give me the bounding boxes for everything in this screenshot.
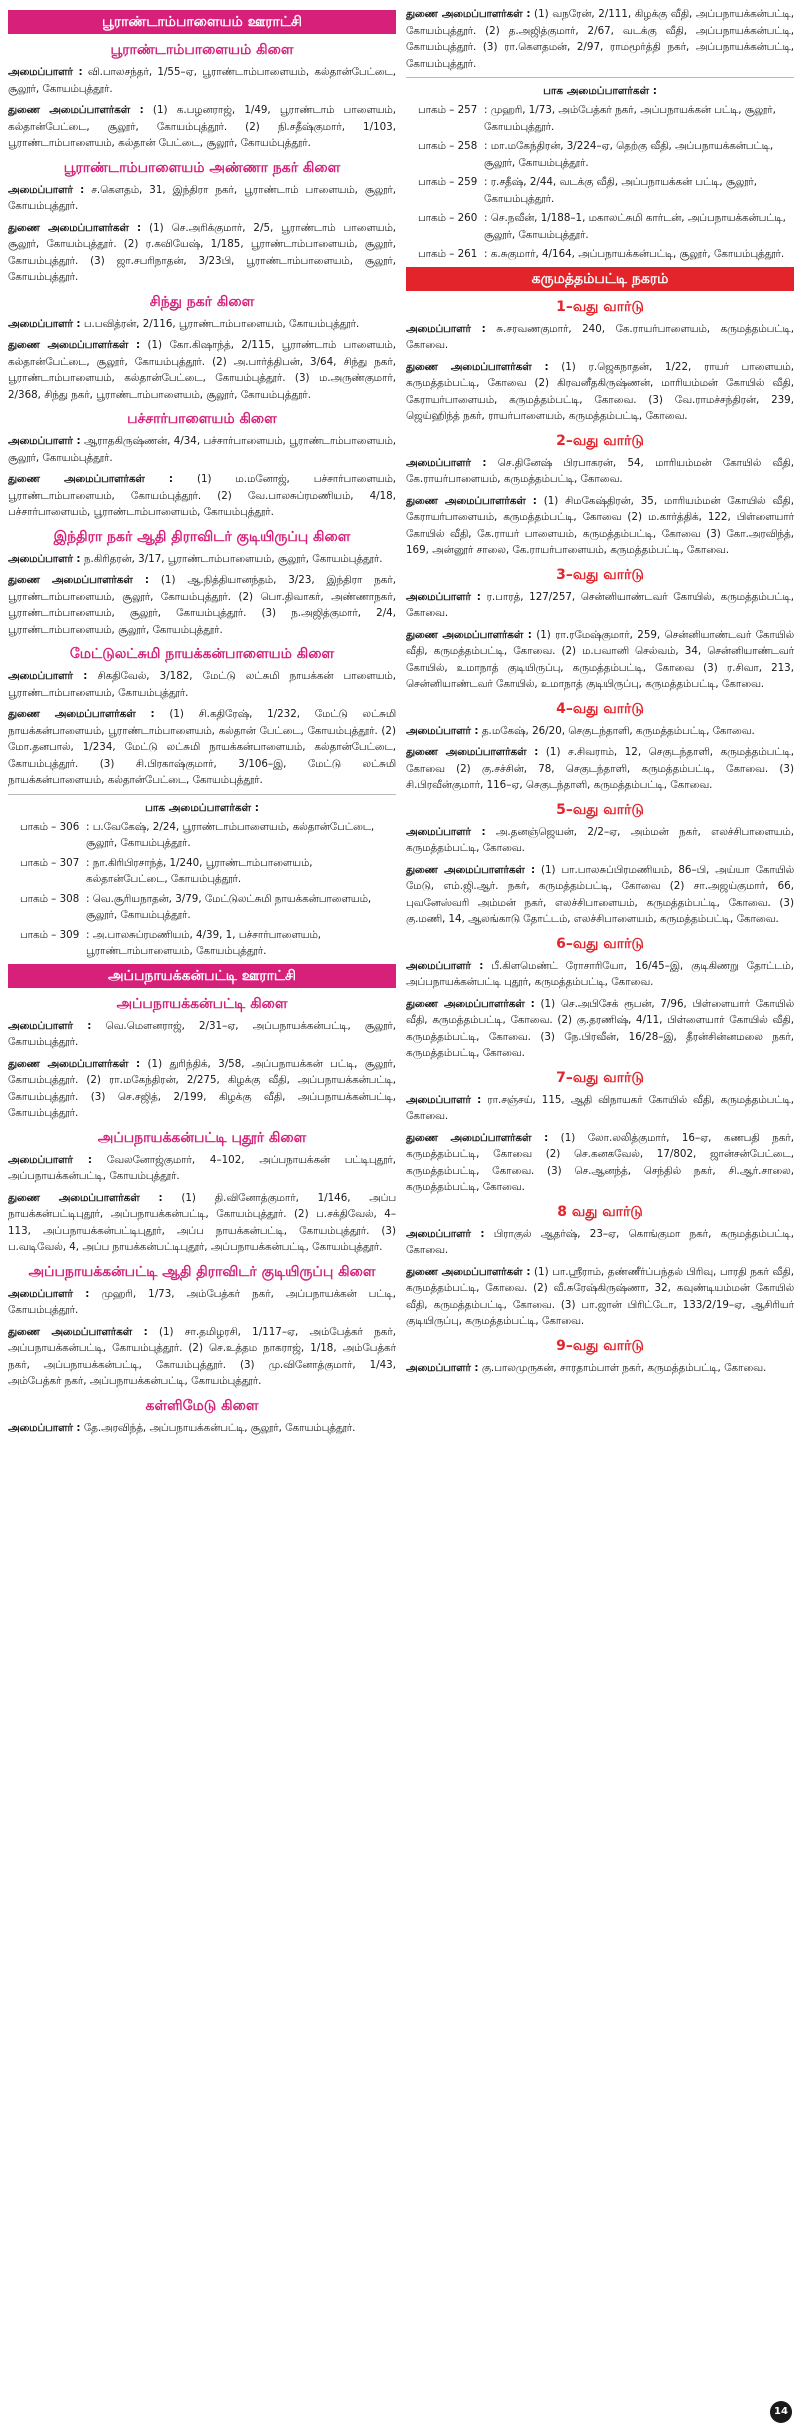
entry-paragraph [406,6,794,72]
part-row [406,138,794,171]
entry-label: அமைப்பாளர் : [8,1287,90,1300]
part-number: பாகம் – 259 [418,176,478,188]
entry-text: (1) கோ.கிஷாந்த், 2/115, பூராண்டாம் பாளையம், கல்தான்பேட்டை, சூலூர், கோயம்புத்தூர். (2) அ.பார்த்திபன், 3/64, சிந்து நகர், பூராண்டாம்பாளையம், கல்தான்பேட்டை, கோயம்புத்தூர். (3) ம.அருண்குமார், 2/368, சிந்து நகர், பூராண்டாம்பாளையம், சூலூர், கோயம்புத்தூர். [8,339,396,401]
entry-label: அமைப்பாளர் : [406,724,479,737]
entry-paragraph [8,182,396,215]
entry-paragraph [406,359,794,425]
entry-paragraph [406,1130,794,1196]
branch-title: கள்ளிமேடு கிளை [145,1397,259,1414]
entry-label: அமைப்பாளர் : [406,1361,479,1374]
entry-text: (1) ச.சிவராம், 12, செகுடந்தாளி, கருமத்தம்பட்டி, கோவை (2) கு.சச்சின், 78, செகுடந்தாளி, கருமத்தம்பட்டி, கோவை. (3) சி.பிரவீன்குமார், 116–ஏ, செகுடந்தாளி, கருமத்தம்பட்டி, கோவை. [406,746,794,791]
entry-label: துணை அமைப்பாளர்கள் : [8,104,144,116]
entry-text: (1) ம.மனோஜ், பச்சார்பாளையம், பூராண்டாம்பாளையம், கோயம்புத்தூர். (2) வே.பாலசுப்ரமணியம், 4/18, பச்சார்பாளையம், பூராண்டாம்பாளையம், கோயம்புத்தூர். [8,473,396,518]
entry-label: துணை அமைப்பாளர்கள் : [406,1131,549,1144]
part-text: : செ.நவீன், 1/188–1, மகாலட்சுமி கார்டன், அப்பநாயக்கன்பட்டி, சூலூர், கோயம்புத்தூர். [484,212,786,241]
entry-text: ப.பவித்ரன், 2/116, பூராண்டாம்பாளையம், கோயம்புத்தூர். [80,317,360,330]
entry-text: த.மகேஷ், 26/20, செகுடந்தாளி, கருமத்தம்பட்டி, கோவை. [478,724,755,737]
entry-text: (1) பா.பாலசுப்பிரமணியம், 86–பி, அய்யா கோயில் மேடு, எம்.ஜி.ஆர். நகர், கருமத்தம்பட்டி, கோவை (2) சா.அஜய்குமார், 66, புவனேஸ்வரி அம்மன் நகர், எலச்சிபாளையம், கருமத்தம்பட்டி, கோவை. (3) கு.மணி, 14, ஆலங்காடு தோட்டம், எலச்சிபாளையம், கருமத்தம்பட்டி, கோவை. [406,863,794,925]
part-row [8,819,396,852]
entry-paragraph [406,1264,794,1330]
entry-text: (1) பா.ஸ்ரீராம், தண்ணீர்ப்பந்தல் பிரிவு, பாரதி நகர் வீதி, கருமத்தம்பட்டி, கோவை. (2) வீ.சுரேஷ்கிருஷ்ணா, 32, கவுண்டியம்மன் கோயில் வீதி, கருமத்தம்பட்டி, கோவை. (3) பா.ஜான் பிரிட்டோ, 133/2/19–ஏ, ஆசிரியர் குடியிருப்பு, கருமத்தம்பட்டி, கோவை. [406,1265,794,1327]
part-text: : மா.மகேந்திரன், 3/224–ஏ, தெற்கு வீதி, அப்பநாயக்கன்பட்டி, சூலூர், கோயம்புத்தூர். [484,140,774,169]
entry-label: துணை அமைப்பாளர்கள் : [406,360,549,373]
entry-label: துணை அமைப்பாளர்கள் : [8,339,141,351]
branch-title: சிந்து நகர் கிளை [149,293,255,310]
entry-text: வெ.மௌனராஜ், 2/31–ஏ, அப்பநாயக்கன்பட்டி, சூலூர், கோயம்புத்தூர். [8,1019,396,1048]
entry-label: துணை அமைப்பாளர்கள் : [406,863,536,876]
ward-title: 5–வது வார்டு [556,801,644,818]
entry-text: (1) ரா.ரமேஷ்குமார், 259, சென்னியாண்டவர் கோயில் வீதி, கருமத்தம்பட்டி, கோவை. (2) ம.பவானி செல்வம், 34, சென்னியாண்டவர் கோயில், உமாநாத் குடியிருப்பு, கருமத்தம்பட்டி, கோவை (3) ர.சிவா, 213, சென்னியாண்டவர் கோயில், உமாநாத் குடியிருப்பு, கருமத்தம்பட்டி, கோவை. [406,628,794,690]
entry-label: அமைப்பாளர் : [406,322,486,335]
entry-label: அமைப்பாளர் : [406,590,481,603]
part-text: : நா.கிரிபிரசாந்த், 1/240, பூராண்டாம்பாளையம், கல்தான்பேட்டை, கோயம்புத்தூர். [86,856,313,885]
ward-title: 3–வது வார்டு [556,566,644,583]
part-number: பாகம் – 306 [20,820,80,833]
entry-label: அமைப்பாளர் : [8,1153,93,1166]
part-text: : ப.வேகேஷ், 2/24, பூராண்டாம்பாளையம், கல்தான்பேட்டை, சூலூர், கோயம்புத்தூர். [86,820,375,849]
entry-text: (1) செ.அரிக்குமார், 2/5, பூராண்டாம் பாளையம், சூலூர், கோயம்புத்தூர். (2) ர.கவியேஷ், 1/185, பூராண்டாம்பாளையம், சூலூர், கோயம்புத்தூர். (3) ஜா.சபரிநாதன், 3/23பி, பூராண்டாம்பாளையம், சூலூர், கோயம்புத்தூர். [8,221,396,283]
entry-text: (1) வநரேன், 2/111, கிழக்கு வீதி, அப்பநாயக்கன்பட்டி, கோயம்புத்தூர். (2) த.அஜித்குமார், 2/67, வடக்கு வீதி, அப்பநாயக்கன்பட்டி, கோயம்புத்தூர். (3) ரா.கௌதமன், 2/97, ராமமூர்த்தி நகர், அப்பநாயக்கன்பட்டி, கோயம்புத்தூர். [406,8,794,70]
entry-paragraph [8,1056,396,1122]
part-number: பாகம் – 258 [418,140,478,152]
part-row [406,102,794,135]
separator [8,794,396,795]
part-row [406,246,794,263]
ward-title: 4–வது வார்டு [556,700,644,717]
entry-label: அமைப்பாளர் : [406,1093,482,1106]
entry-label: துணை அமைப்பாளர்கள் : [8,1325,148,1338]
entry-paragraph [8,1286,396,1319]
entry-label: அமைப்பாளர் : [8,66,83,78]
branch-title: இந்திரா நகர் ஆதி திராவிடர் குடியிருப்பு கிளை [53,528,351,545]
entry-label: துணை அமைப்பாளர்கள் : [8,574,149,586]
entry-text: கு.பாலமுருகன், சாரதாம்பாள் நகர், கருமத்தம்பட்டி, கோவை. [478,1361,767,1374]
part-number: பாகம் – 308 [20,892,80,905]
entry-text: பிராகுல் ஆதர்ஷ், 23–ஏ, கொங்குமா நகர், கருமத்தம்பட்டி, கோவை. [406,1227,794,1256]
entry-label: அமைப்பாளர் : [8,552,81,565]
entry-label: அமைப்பாளர் : [8,435,81,447]
ward-title: 7–வது வார்டு [556,1069,644,1086]
ward-title: 1–வது வார்டு [556,298,644,315]
branch-title: பச்சார்பாளையம் கிளை [127,411,277,427]
entry-paragraph [8,471,396,521]
branch-title: அப்பநாயக்கன்பட்டி புதூர் கிளை [97,1129,307,1146]
part-text: : முஹரி, 1/73, அம்பேத்கர் நகர், அப்பநாயக்கன் பட்டி, சூலூர், கோயம்புத்தூர். [484,104,776,133]
entry-text: (1) துரிந்திக், 3/58, அப்பநாயக்கன் பட்டி, சூலூர், கோயம்புத்தூர். (2) ரா.மகேந்திரன், 2/275, கிழக்கு வீதி, அப்பநாயக்கன்பட்டி, கோயம்புத்தூர். (3) செ.சஜித், 2/199, கிழக்கு வீதி, அப்பநாயக்கன்பட்டி, கோயம்புத்தூர். [8,1057,396,1119]
entry-paragraph [8,1018,396,1051]
ward-title: 6–வது வார்டு [556,935,644,952]
separator [406,77,794,78]
entry-text: ஆராதகிருஷ்ணன், 4/34, பச்சார்பாளையம், பூராண்டாம்பாளையம், சூலூர், கோயம்புத்தூர். [8,435,396,464]
entry-label: துணை அமைப்பாளர்கள் : [8,708,155,720]
entry-text: (1) சிமகேஷ்திரன், 35, மாரியம்மன் கோயில் வீதி, கேராயர்பாளையம், கருமத்தம்பட்டி, கோவை (2) ம.கார்த்திக், 122, பிள்ளையார் கோயில் வீதி, கே.ராயர் பாளையம், கருமத்தம்பட்டி, கோவை (3) கோ.அரவிந்த், 169, அன்னூர் சாலை, கே.ராயர்பாளையம், கருமத்தம்பட்டி, கோவை. [406,494,794,556]
ward-title: 8 வது வார்டு [557,1203,643,1220]
entry-paragraph [406,862,794,928]
part-number: பாகம் – 261 [418,248,478,260]
entry-paragraph [8,706,396,789]
part-row [406,174,794,207]
entry-label: அமைப்பாளர் : [406,825,486,838]
entry-label: துணை அமைப்பாளர்கள் : [406,628,532,641]
branch-title: அப்பநாயக்கன்பட்டி ஆதி திராவிடர் குடியிருப்பு கிளை [28,1263,376,1280]
entry-paragraph [406,493,794,559]
entry-label: துணை அமைப்பாளர்கள் : [8,221,142,234]
entry-paragraph [8,1190,396,1256]
branch-title: பூராண்டாம்பாளையம் கிளை [110,42,294,58]
part-text: : ர.சதீஷ், 2/44, வடக்கு வீதி, அப்பநாயக்கன் பட்டி, சூலூர், கோயம்புத்தூர். [484,176,758,205]
entry-paragraph [406,723,794,740]
right-column [406,6,794,2396]
entry-label: அமைப்பாளர் : [8,1421,81,1434]
entry-paragraph [8,551,396,568]
section-banner: பூராண்டாம்பாளையம் ஊராட்சி [8,10,396,34]
part-text: : அ.பாலசுப்ரமணியம், 4/39, 1, பச்சார்பாளையம், பூராண்டாம்பாளையம், கோயம்புத்தூர். [86,928,322,957]
entry-paragraph [406,824,794,857]
page-number: 14 [770,2401,792,2423]
entry-label: துணை அமைப்பாளர்கள் : [406,746,539,758]
entry-paragraph [8,572,396,638]
entry-text: (1) க.பழனராஜ், 1/49, பூராண்டாம் பாளையம், கல்தான்பேட்டை, சூலூர், கோயம்புத்தூர். (2) நி.சதீஷ்குமார், 1/103, பூராண்டாம்பாளையம், கல்தான் பேட்டை, சூலூர், கோயம்புத்தூர். [8,104,396,149]
part-row [8,891,396,924]
entry-text: (1) லோ.லலித்குமார், 16–ஏ, கணபதி நகர், கருமத்தம்பட்டி, கோவை (2) செ.கனகவேல், 17/802, ஜான்சன்பேட்டை, கருமத்தம்பட்டி, கோவை. (3) செ.ஆனந்த், செந்தில் நகர், சி.ஆர்.சாலை, கருமத்தம்பட்டி, கோவை. [406,1131,794,1193]
entry-label: அமைப்பாளர் : [8,183,85,196]
entry-label: அமைப்பாளர் : [406,959,484,972]
entry-paragraph [406,455,794,488]
ward-title: 2–வது வார்டு [556,432,644,449]
branch-title: பூராண்டாம்பாளையம் அண்ணா நகர் கிளை [63,159,341,176]
entry-text: (1) ஆ.நித்தியானந்தம், 3/23, இந்திரா நகர், பூராண்டாம்பாளையம், சூலூர், கோயம்புத்தூர். (2) பொ.திவாகர், அண்ணாநகர், பூராண்டாம்பாளையம், சூலூர், கோயம்புத்தூர். (3) ந.அஜித்குமார், 2/4, பூராண்டாம்பாளையம், சூலூர், கோயம்புத்தூர். [8,574,396,636]
part-number: பாகம் – 307 [20,856,80,869]
entry-text: முஹரி, 1/73, அம்பேத்கர் நகர், அப்பநாயக்கன் பட்டி, கோயம்புத்தூர். [8,1287,396,1316]
entry-paragraph [8,64,396,97]
entry-label: துணை அமைப்பாளர்கள் : [406,997,535,1010]
entry-paragraph [406,627,794,693]
entry-label: துணை அமைப்பாளர்கள் : [8,473,174,485]
branch-title: அப்பநாயக்கன்பட்டி கிளை [116,995,288,1012]
columns [8,6,794,2396]
town-banner: கருமத்தம்பட்டி நகரம் [406,267,794,291]
entry-paragraph [406,589,794,622]
part-number: பாகம் – 260 [418,212,478,224]
part-text: : க.சுகுமார், 4/164, அப்பநாயக்கன்பட்டி, சூலூர், கோயம்புத்தூர். [484,248,785,260]
entry-paragraph [406,1092,794,1125]
entry-paragraph [406,996,794,1062]
entry-paragraph [8,1152,396,1185]
entry-paragraph [406,958,794,991]
entry-label: துணை அமைப்பாளர்கள் : [8,1191,163,1204]
entry-text: ர.பாரத், 127/257, சென்னியாண்டவர் கோயில், கருமத்தம்பட்டி, கோவை. [406,590,794,619]
entry-label: துணை அமைப்பாளர்கள் : [406,1265,531,1278]
parts-heading: பாக அமைப்பாளர்கள் : [543,85,657,97]
entry-paragraph [8,1324,396,1390]
part-number: பாகம் – 257 [418,104,478,116]
part-row [406,210,794,243]
entry-text: (1) தி.வினோத்குமார், 1/146, அப்ப நாயக்கன்பட்டிபுதூர், அப்பநாயக்கன்பட்டி, கோயம்புத்தூர். (2) ப.சக்திவேல், 4–113, அப்பநாயக்கன்பட்டிபுதூர், அப்ப நாயக்கன்பட்டி, கோயம்புத்தூர். (3) ப.வடிவேல், 4, அப்ப நாயக்கன்பட்டிபுதூர், அப்பநாயக்கன்பட்டி, கோயம்புத்தூர். [8,1191,396,1253]
entry-paragraph [8,433,396,466]
entry-label: துணை அமைப்பாளர்கள் : [406,8,531,20]
ward-title: 9–வது வார்டு [556,1337,644,1354]
entry-text: வேலனோஜ்குமார், 4–102, அப்பநாயக்கன் பட்டிபுதூர், அப்பநாயக்கன்பட்டி, கோயம்புத்தூர். [8,1153,396,1182]
left-column [8,6,396,2396]
part-number: பாகம் – 309 [20,928,80,941]
entry-label: அமைப்பாளர் : [8,670,88,682]
parts-heading: பாக அமைப்பாளர்கள் : [145,801,259,814]
entry-paragraph [8,102,396,152]
entry-text: வி.பாலசந்தர், 1/55–ஏ, பூராண்டாம்பாளையம், கல்தான்பேட்டை, சூலூர், கோயம்புத்தூர். [8,66,396,95]
entry-text: (1) ர.ஜெகநாதன், 1/22, ராயர் பாளையம், கருமத்தம்பட்டி, கோவை (2) கிரவனீதகிருஷ்ணன், மாரியம்மன் கோயில் வீதி, கேராயர்பாளையம், கருமத்தம்பட்டி, கோவை. (3) வே.ராமச்சந்திரன், 239, ஜெய்ஹிந்த் நகர், ராயர்பாளையம், கருமத்தம்பட்டி, கோவை. [406,360,794,422]
entry-text: (1) செ.அபிசேக் ரூபன், 7/96, பிள்ளையார் கோயில் வீதி, கருமத்தம்பட்டி, கோவை. (2) கு.தரணிஷ், 4/11, பிள்ளையார் கோயில் வீதி, கருமத்தம்பட்டி, கோவை. (3) நே.பிரவீன், 16/28–இ, தீரன்சின்னமலை நகர், கருமத்தம்பட்டி, கோவை. [406,997,794,1059]
entry-label: அமைப்பாளர் : [8,1019,92,1032]
entry-text: சு.சரவணகுமார், 240, கே.ராயர்பாளையம், கருமத்தம்பட்டி, கோவை. [406,322,794,351]
entry-text: தே.அரவிந்த், அப்பநாயக்கன்பட்டி, சூலூர், கோயம்புத்தூர். [80,1421,356,1434]
entry-text: (1) சி.கதிரேஷ், 1/232, மேட்டு லட்சுமி நாயக்கன்பாளையம், பூராண்டாம்பாளையம், கல்தான் பேட்டை, கோயம்புத்தூர். (2) மோ.தனபால், 1/234, மேட்டு லட்சுமி நாயக்கன்பாளையம், கல்தான்பேட்டை, கோயம்புத்தூர். (3) சி.பிரகாஷ்குமார், 3/106–இ, மேட்டு லட்சுமி நாயக்கன்பாளையம், கல்தான்பேட்டை, கோயம்புத்தூர். [8,708,396,786]
entry-text: (1) சா.தமிழரசி, 1/117–ஏ, அம்பேத்கர் நகர், அப்பநாயக்கன்பட்டி, கோயம்புத்தூர். (2) செ.உத்தம நாகராஜ், 1/18, அம்பேத்கர் நகர், அப்பநாயக்கன்பட்டி, கோயம்புத்தூர். (3) மு.வினோத்குமார், 1/43, அம்பேத்கர் நகர், அப்பநாயக்கன்பட்டி, கோயம்புத்தூர். [8,1325,396,1387]
entry-label: அமைப்பாளர் : [406,456,487,469]
entry-paragraph [8,1420,396,1437]
entry-label: அமைப்பாளர் : [406,1227,485,1240]
entry-text: சிகதிவேல், 3/182, மேட்டு லட்சுமி நாயக்கன் பாளையம், பூராண்டாம்பாளையம், கோயம்புத்தூர். [8,670,396,699]
entry-paragraph [8,316,396,333]
entry-text: செ.தினேஷ் பிரபாகரன், 54, மாரியம்மன் கோயில் வீதி, கே.ராயர்பாளையம், கருமத்தம்பட்டி, கோவை. [406,456,794,485]
entry-paragraph [406,1360,794,1377]
entry-label: துணை அமைப்பாளர்கள் : [406,494,537,507]
entry-paragraph [406,321,794,354]
entry-text: பீ.கிளமெண்ட் ரோசாரியோ, 16/45–இ, குடிகிணறு தோட்டம், அப்பநாயக்கன்பட்டி புதூர், கருமத்தம்பட்டி, கோவை. [406,959,794,988]
entry-text: ரா.சஞ்சய், 115, ஆதி விநாயகர் கோயில் வீதி, கருமத்தம்பட்டி, கோவை. [406,1093,794,1122]
entry-paragraph [8,220,396,286]
section-banner: அப்பநாயக்கன்பட்டி ஊராட்சி [8,964,396,988]
entry-paragraph [8,337,396,403]
entry-text: அ.தனஞ்ஜெயன், 2/2–ஏ, அம்மன் நகர், எலச்சிபாளையம், கருமத்தம்பட்டி, கோவை. [406,825,794,854]
branch-title: மேட்டுலட்சுமி நாயக்கன்பாளையம் கிளை [69,646,335,662]
part-text: : வெ.சூரியநாதன், 3/79, மேட்டுலட்சுமி நாயக்கன்பாளையம், சூலூர், கோயம்புத்தூர். [86,892,372,921]
entry-paragraph [8,668,396,701]
entry-paragraph [406,744,794,794]
entry-text: ச.கௌதம், 31, இந்திரா நகர், பூராண்டாம் பாளையம், சூலூர், கோயம்புத்தூர். [8,183,396,212]
entry-label: துணை அமைப்பாளர்கள் : [8,1057,141,1070]
entry-text: ந.கிரிதரன், 3/17, பூராண்டாம்பாளையம், சூலூர், கோயம்புத்தூர். [80,552,383,565]
entry-label: அமைப்பாளர் : [8,317,81,330]
part-row [8,855,396,888]
part-row [8,927,396,960]
entry-paragraph [406,1226,794,1259]
